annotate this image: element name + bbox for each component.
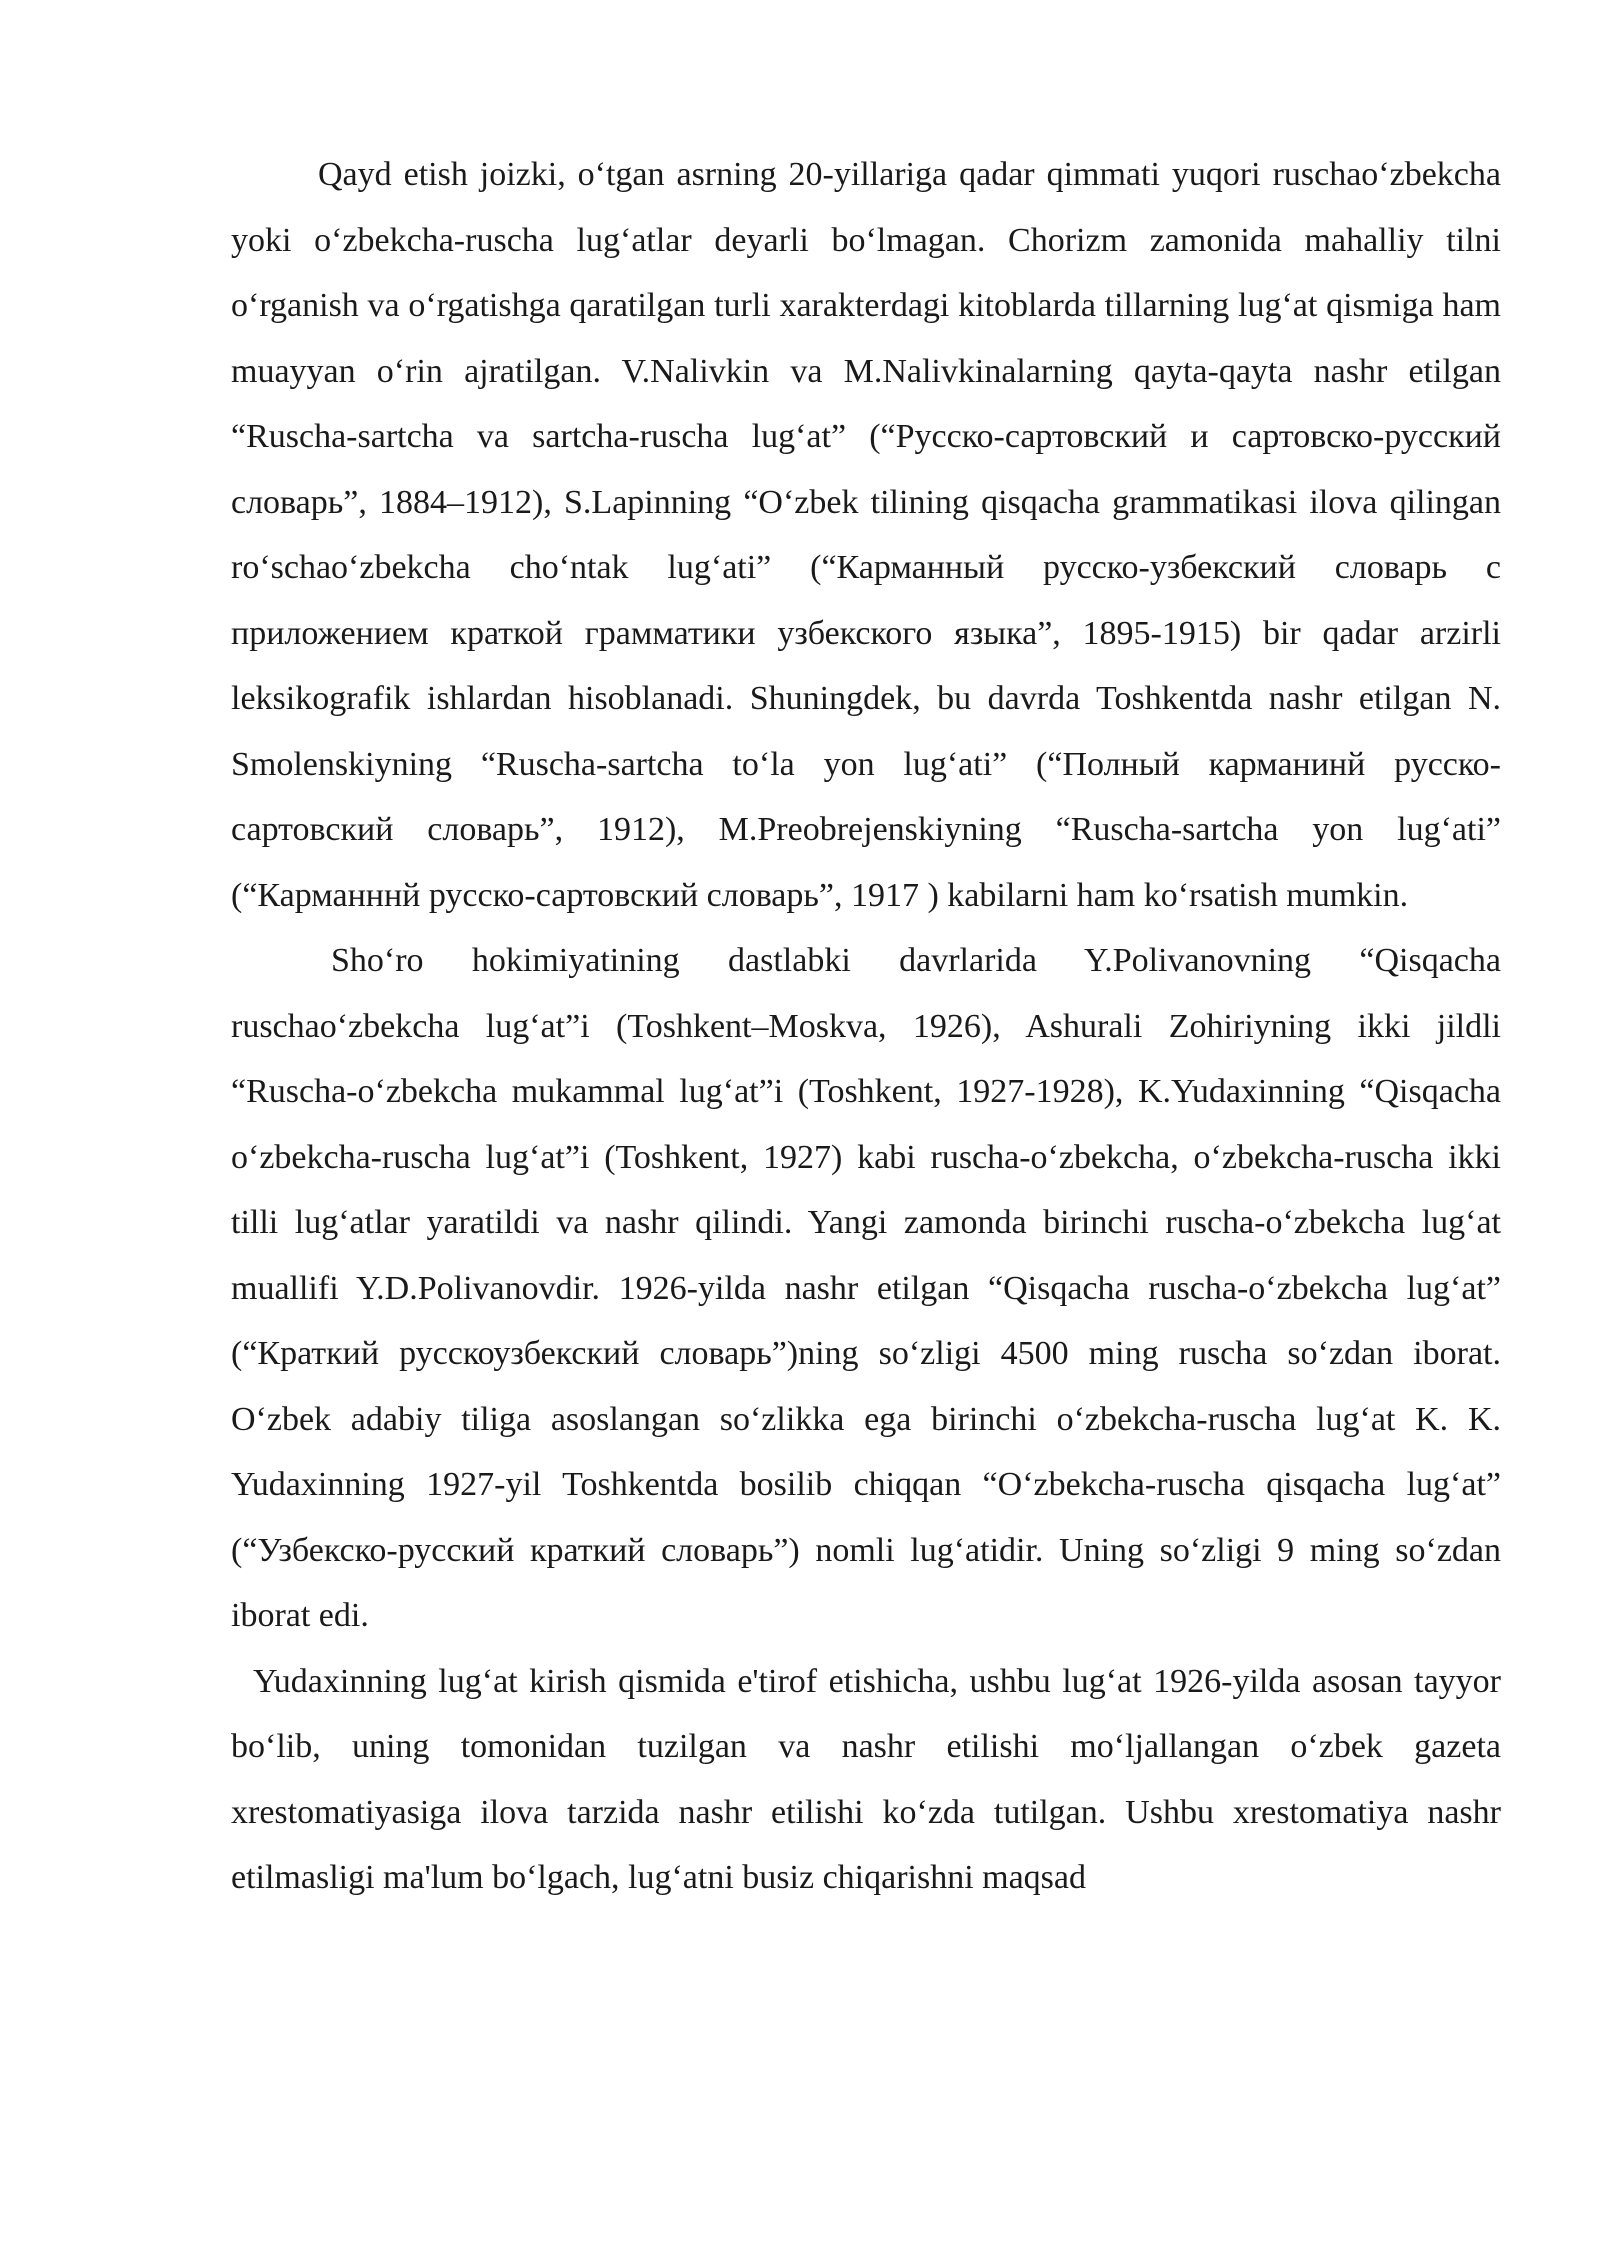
document-body: [231, 142, 1501, 1911]
paragraph-2: Sho‘ro hokimiyatining dastlabki davrlarida Y.Polivanovning “Qisqacha ruschao‘zbekcha lug‘at”i (Toshkent–Moskva, 1926), Ashurali Zohiriyning ikki jildli “Ruscha-o‘zbekcha mukammal lug‘at”i (Toshkent, 1927-1928), K.Yudaxinning “Qisqacha o‘zbekcha-ruscha lug‘at”i (Toshkent, 1927) kabi ruscha-o‘zbekcha, o‘zbekcha-ruscha ikki tilli lug‘atlar yaratildi va nashr qilindi. Yangi zamonda birinchi ruscha-o‘zbekcha lug‘at muallifi Y.D.Polivanovdir. 1926-yilda nashr etilgan “Qisqacha ruscha-o‘zbekcha lug‘at” (“Краткий русскоузбекский словарь”)ning so‘zligi 4500 ming ruscha so‘zdan iborat. O‘zbek adabiy tiliga asoslangan so‘zlikka ega birinchi o‘zbekcha-ruscha lug‘at K. K. Yudaxinning 1927-yil Toshkentda bosilib chiqqan “O‘zbekcha-ruscha qisqacha lug‘at” (“Узбекско-русский краткий словарь”) nomli lug‘atidir. Uning so‘zligi 9 ming so‘zdan iborat edi.: [231, 942, 1501, 1634]
paragraph-1: Qayd etish joizki, o‘tgan asrning 20-yillariga qadar qimmati yuqori ruschao‘zbekcha yoki o‘zbekcha-ruscha lug‘atlar deyarli bo‘lmagan. Chorizm zamonida mahalliy tilni o‘rganish va o‘rgatishga qaratilgan turli xarakterdagi kitoblarda tillarning lug‘at qismiga ham muayyan o‘rin ajratilgan. V.Nalivkin va M.Nalivkinalarning qayta-qayta nashr etilgan “Ruscha-sartcha va sartcha-ruscha lug‘at” (“Русско-сартовский и сартовско-русский словарь”, 1884–1912), S.Lapinning “O‘zbek tilining qisqacha grammatikasi ilova qilingan ro‘schao‘zbekcha cho‘ntak lug‘ati” (“Карманный русско-узбекский словарь с приложением краткой грамматики узбекского языка”, 1895-1915) bir qadar arzirli leksikografik ishlardan hisoblanadi. Shuningdek, bu davrda Toshkentda nashr etilgan N. Smolenskiyning “Ruscha-sartcha to‘la yon lug‘ati” (“Полный карманинй русско-сартовский словарь”, 1912), M.Preobrejenskiyning “Ruscha-sartcha yon lug‘ati” (“Карманннй русско-сартовский словарь”, 1917 ) kabilarni ham ko‘rsatish mumkin.: [231, 156, 1501, 914]
paragraph-3: Yudaxinning lug‘at kirish qismida e'tirof etishicha, ushbu lug‘at 1926-yilda asosan tayyor bo‘lib, uning tomonidan tuzilgan va nashr etilishi mo‘ljallangan o‘zbek gazeta xrestomatiyasiga ilova tarzida nashr etilishi ko‘zda tutilgan. Ushbu xrestomatiya nashr etilmasligi ma'lum bo‘lgach, lug‘atni busiz chiqarishni maqsad: [231, 1662, 1501, 1896]
